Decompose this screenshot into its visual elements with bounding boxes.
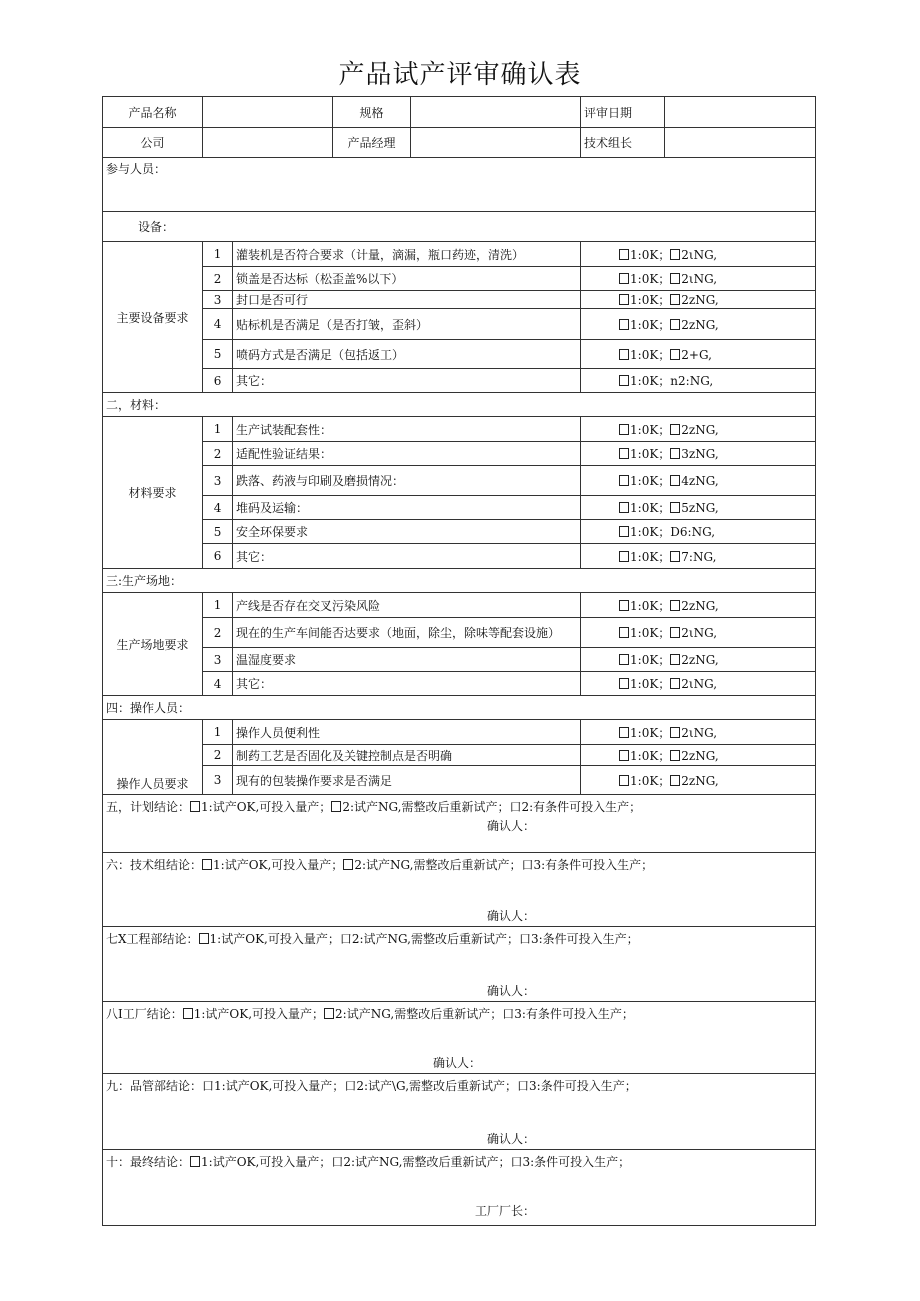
checkbox-icon[interactable] bbox=[324, 1008, 334, 1019]
checkbox-icon[interactable] bbox=[619, 349, 629, 360]
item-text: 跌落、药液与印刷及磨损情况： bbox=[233, 466, 581, 496]
item-number: 3 bbox=[203, 466, 233, 496]
site-group-label: 生产场地要求 bbox=[103, 593, 203, 696]
operators-section-label: 四：操作人员： bbox=[103, 696, 816, 720]
ok-ng-options[interactable]: 1:0K； 2zNG, bbox=[581, 417, 816, 442]
plan-conclusion[interactable]: 五，计划结论： 1:试产OK,可投入量产； 2:试产NG,需整改后重新试产；口2:有条件可投入生产； 确认人： bbox=[103, 795, 816, 853]
item-number: 1 bbox=[203, 593, 233, 618]
materials-section-label: 二，材料： bbox=[103, 393, 816, 417]
participants-field[interactable] bbox=[103, 158, 816, 212]
checkbox-icon[interactable] bbox=[190, 1156, 200, 1167]
checkbox-icon[interactable] bbox=[619, 678, 629, 689]
ok-ng-options[interactable]: 1:0K； 2ιNG, bbox=[581, 672, 816, 696]
checkbox-icon[interactable] bbox=[670, 678, 680, 689]
qa-conclusion[interactable]: 九：品管部结论：口1:试产OK,可投入量产；口2:试产\G,需整改后重新试产；口3:条件可投入生产； 确认人： bbox=[103, 1074, 816, 1150]
factory-director-label: 工厂厂长： bbox=[475, 1204, 536, 1218]
checkbox-icon[interactable] bbox=[343, 859, 353, 870]
ok-ng-options[interactable]: 1:0K； 2zNG, bbox=[581, 766, 816, 795]
form-title: 产品试产评审确认表 bbox=[338, 60, 582, 90]
company-label: 公司 bbox=[103, 128, 203, 158]
item-number: 5 bbox=[203, 340, 233, 369]
product-name-field[interactable] bbox=[203, 97, 333, 128]
ok-ng-options[interactable]: 1:0K； 3zNG, bbox=[581, 442, 816, 466]
spec-field[interactable] bbox=[411, 97, 581, 128]
item-text: 灌装机是否符合要求（计量，滴漏，瓶口药迹，清洗） bbox=[233, 242, 581, 267]
product-name-label: 产品名称 bbox=[103, 97, 203, 128]
checkbox-icon[interactable] bbox=[619, 319, 629, 330]
checkbox-icon[interactable] bbox=[670, 349, 680, 360]
ok-ng-options[interactable]: 1:0K； 2ιNG, bbox=[581, 720, 816, 745]
checkbox-icon[interactable] bbox=[619, 294, 629, 305]
item-number: 4 bbox=[203, 672, 233, 696]
checkbox-icon[interactable] bbox=[619, 600, 629, 611]
item-text: 现有的包装操作要求是否满足 bbox=[233, 766, 581, 795]
checkbox-icon[interactable] bbox=[619, 475, 629, 486]
ok-ng-options[interactable]: 1:0K； 2ιNG, bbox=[581, 618, 816, 648]
participants-label: 参与人员： bbox=[106, 162, 167, 176]
ok-ng-options[interactable]: 1:0K； 2ιNG, bbox=[581, 267, 816, 291]
checkbox-icon[interactable] bbox=[619, 448, 629, 459]
ok-ng-options[interactable]: 1:0K； 2+G, bbox=[581, 340, 816, 369]
item-number: 4 bbox=[203, 309, 233, 340]
checkbox-icon[interactable] bbox=[670, 627, 680, 638]
item-number: 3 bbox=[203, 291, 233, 309]
tech-leader-field[interactable] bbox=[665, 128, 816, 158]
confirmer-label: 确认人： bbox=[487, 984, 536, 998]
item-text: 其它： bbox=[233, 544, 581, 569]
ok-ng-options[interactable]: 1:0K； 4zNG, bbox=[581, 466, 816, 496]
checkbox-icon[interactable] bbox=[670, 249, 680, 260]
item-text: 适配性验证结果： bbox=[233, 442, 581, 466]
ok-ng-options[interactable]: 1:0K；n2:NG, bbox=[581, 369, 816, 393]
item-number: 1 bbox=[203, 720, 233, 745]
item-number: 1 bbox=[203, 242, 233, 267]
checkbox-icon[interactable] bbox=[670, 551, 680, 562]
item-text: 现在的生产车间能否达要求（地面，除尘，除味等配套设施） bbox=[233, 618, 581, 648]
ok-ng-options[interactable]: 1:0K； 2zNG, bbox=[581, 745, 816, 766]
item-text: 产线是否存在交叉污染风险 bbox=[233, 593, 581, 618]
checkbox-icon[interactable] bbox=[619, 775, 629, 786]
checkbox-icon[interactable] bbox=[670, 294, 680, 305]
operators-group-label: 操作人员要求 bbox=[103, 720, 203, 795]
checkbox-icon[interactable] bbox=[670, 600, 680, 611]
confirmer-label: 确认人： bbox=[487, 1132, 536, 1146]
final-conclusion[interactable]: 十：最终结论： 1:试产OK,可投入量产；口2:试产NG,需整改后重新试产；口3:条件可投入生产； 工厂厂长： bbox=[103, 1150, 816, 1226]
checkbox-icon[interactable] bbox=[670, 502, 680, 513]
checkbox-icon[interactable] bbox=[619, 249, 629, 260]
item-number: 3 bbox=[203, 648, 233, 672]
ok-ng-options[interactable]: 1:0K；D6:NG, bbox=[581, 520, 816, 544]
company-field[interactable] bbox=[203, 128, 333, 158]
checkbox-icon[interactable] bbox=[331, 801, 341, 812]
ok-ng-options[interactable]: 1:0K； 2zNG, bbox=[581, 309, 816, 340]
ok-ng-options[interactable]: 1:0K； 2zNG, bbox=[581, 648, 816, 672]
review-date-label: 评审日期 bbox=[581, 97, 665, 128]
item-text: 封口是否可行 bbox=[233, 291, 581, 309]
checkbox-icon[interactable] bbox=[670, 727, 680, 738]
product-manager-field[interactable] bbox=[411, 128, 581, 158]
materials-group-label: 材料要求 bbox=[103, 417, 203, 569]
item-number: 2 bbox=[203, 745, 233, 766]
item-number: 2 bbox=[203, 267, 233, 291]
item-text: 贴标机是否满足（是否打皱，歪斜） bbox=[233, 309, 581, 340]
item-number: 6 bbox=[203, 369, 233, 393]
item-number: 1 bbox=[203, 417, 233, 442]
item-number: 5 bbox=[203, 520, 233, 544]
item-text: 温湿度要求 bbox=[233, 648, 581, 672]
item-text: 堆码及运输： bbox=[233, 496, 581, 520]
tech-leader-label: 技术组长 bbox=[581, 128, 665, 158]
confirmer-label: 确认人： bbox=[433, 1056, 482, 1070]
ok-ng-options[interactable]: 1:0K； 5zNG, bbox=[581, 496, 816, 520]
ok-ng-options[interactable]: 1:0K； 7:NG, bbox=[581, 544, 816, 569]
factory-conclusion[interactable]: 八I工厂结论： 1:试产OK,可投入量产； 2:试产NG,需整改后重新试产；口3:有条件可投入生产； 确认人： bbox=[103, 1002, 816, 1074]
checkbox-icon[interactable] bbox=[670, 654, 680, 665]
tech-group-conclusion[interactable]: 六：技术组结论： 1:试产OK,可投入量产； 2:试产NG,需整改后重新试产；口3:有条件可投入生产； 确认人： bbox=[103, 853, 816, 927]
ok-ng-options[interactable]: 1:0K； 2zNG, bbox=[581, 291, 816, 309]
checkbox-icon[interactable] bbox=[619, 424, 629, 435]
product-manager-label: 产品经理 bbox=[333, 128, 411, 158]
item-text: 生产试装配套性： bbox=[233, 417, 581, 442]
checkbox-icon[interactable] bbox=[670, 273, 680, 284]
checkbox-icon[interactable] bbox=[619, 750, 629, 761]
item-number: 2 bbox=[203, 442, 233, 466]
equipment-section-label: 设备： bbox=[103, 212, 816, 242]
checkbox-icon[interactable] bbox=[619, 375, 629, 386]
checkbox-icon[interactable] bbox=[619, 654, 629, 665]
item-text: 安全环保要求 bbox=[233, 520, 581, 544]
confirmer-label: 确认人： bbox=[487, 819, 536, 833]
confirmer-label: 确认人： bbox=[487, 909, 536, 923]
checkbox-icon[interactable] bbox=[202, 859, 212, 870]
checkbox-icon[interactable] bbox=[670, 319, 680, 330]
item-text: 其它： bbox=[233, 672, 581, 696]
spec-label: 规格 bbox=[333, 97, 411, 128]
item-text: 其它： bbox=[233, 369, 581, 393]
ok-ng-options[interactable]: 1:0K； 2zNG, bbox=[581, 593, 816, 618]
item-text: 制药工艺是否固化及关键控制点是否明确 bbox=[233, 745, 581, 766]
checkbox-icon[interactable] bbox=[670, 448, 680, 459]
review-form-table bbox=[102, 96, 816, 1226]
checkbox-icon[interactable] bbox=[670, 750, 680, 761]
item-number: 6 bbox=[203, 544, 233, 569]
checkbox-icon[interactable] bbox=[670, 475, 680, 486]
item-number: 4 bbox=[203, 496, 233, 520]
checkbox-icon[interactable] bbox=[199, 933, 209, 944]
checkbox-icon[interactable] bbox=[619, 502, 629, 513]
item-text: 锁盖是否达标（松歪盖%以下） bbox=[233, 267, 581, 291]
checkbox-icon[interactable] bbox=[183, 1008, 193, 1019]
checkbox-icon[interactable] bbox=[619, 526, 629, 537]
item-text: 喷码方式是否满足（包括返工） bbox=[233, 340, 581, 369]
checkbox-icon[interactable] bbox=[619, 727, 629, 738]
checkbox-icon[interactable] bbox=[619, 273, 629, 284]
checkbox-icon[interactable] bbox=[190, 801, 200, 812]
review-date-field[interactable] bbox=[665, 97, 816, 128]
checkbox-icon[interactable] bbox=[619, 627, 629, 638]
ok-ng-options[interactable]: 1:0K； 2ιNG, bbox=[581, 242, 816, 267]
checkbox-icon[interactable] bbox=[670, 424, 680, 435]
site-section-label: 三:生产场地： bbox=[103, 569, 816, 593]
item-text: 操作人员便利性 bbox=[233, 720, 581, 745]
checkbox-icon[interactable] bbox=[619, 551, 629, 562]
equipment-group-label: 主要设备要求 bbox=[103, 242, 203, 393]
checkbox-icon[interactable] bbox=[670, 775, 680, 786]
engineering-conclusion[interactable]: 七X工程部结论： 1:试产OK,可投入量产；口2:试产NG,需整改后重新试产；口3:条件可投入生产； 确认人： bbox=[103, 927, 816, 1002]
item-number: 3 bbox=[203, 766, 233, 795]
item-number: 2 bbox=[203, 618, 233, 648]
